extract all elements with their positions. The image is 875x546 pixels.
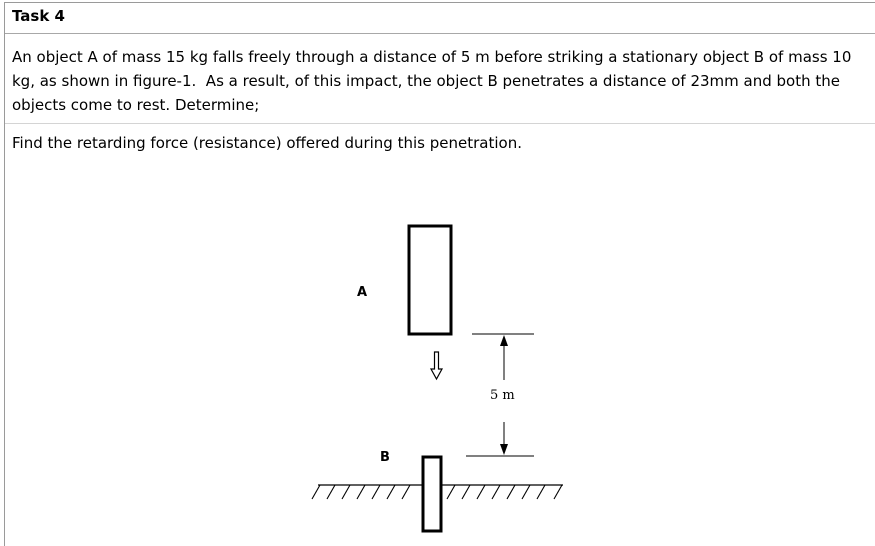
object-a-block <box>409 226 451 334</box>
task-title: Task 4 <box>12 7 65 25</box>
object-b-post <box>423 457 441 531</box>
dimension-upper-arrowhead-icon <box>500 335 508 346</box>
object-b-label: B <box>380 450 390 465</box>
falling-direction-icon <box>431 352 442 379</box>
question-text: Find the retarding force (resistance) offered during this penetration. <box>12 134 522 152</box>
dimension-lower-arrowhead-icon <box>500 444 508 455</box>
problem-statement: An object A of mass 15 kg falls freely through a distance of 5 m before striking a stationary object B of mass 10 kg, as shown in figure-1. As a result, of this impact, the object B penetrates a distance of 23mm and both the objects come to rest. Determine; <box>12 48 857 114</box>
object-a-label: A <box>357 285 368 300</box>
distance-label: 5 m <box>490 388 515 403</box>
